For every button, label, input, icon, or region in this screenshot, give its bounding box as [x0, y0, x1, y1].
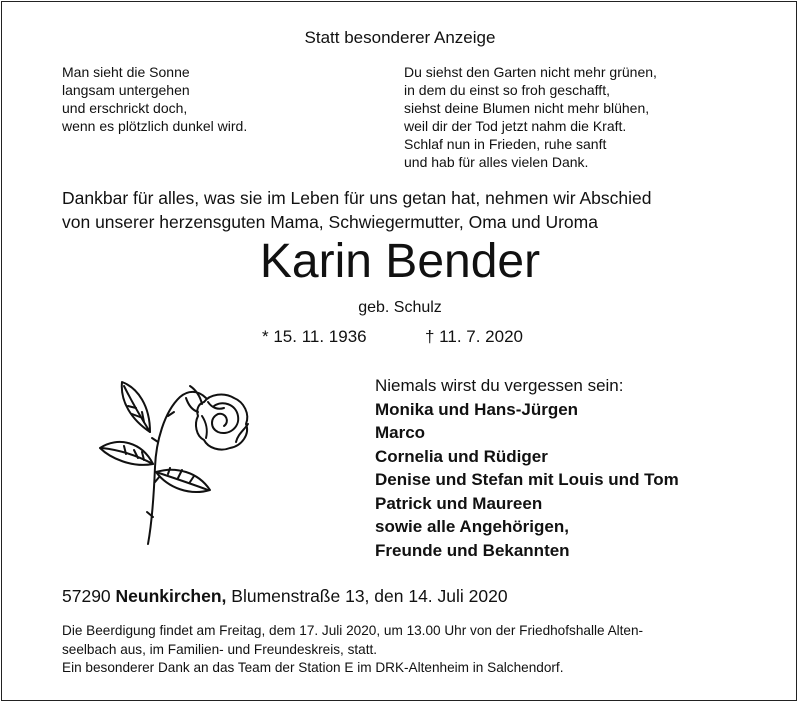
mourner-name: Denise und Stefan mit Louis und Tom [375, 470, 679, 489]
deceased-name: Karin Bender [259, 235, 541, 288]
city-name: Neunkirchen, [115, 586, 227, 606]
poem-line: siehst deine Blumen nicht mehr blühen, [404, 100, 650, 116]
mourner-name: Cornelia und Rüdiger [375, 446, 548, 466]
poem-line: Schlaf nun in Frieden, ruhe sanft [404, 136, 607, 152]
intro-line: Dankbar für alles, was sie im Leben für uns getan hat, nehmen wir Abschied [62, 188, 652, 208]
mourner-name: Patrick und Maureen [375, 493, 543, 513]
poem-line: wenn es plötzlich dunkel wird. [62, 118, 248, 134]
mourner-name: Monika und Hans-Jürgen [375, 399, 579, 419]
poem-left [62, 63, 247, 135]
poem-line: weil dir der Tod jetzt nahm die Kraft. [404, 118, 627, 134]
birth-date: * 15. 11. 1936 [262, 327, 367, 346]
poem-line: und hab für alles vielen Dank. [404, 154, 589, 170]
postal-code: 57290 [62, 586, 111, 606]
place-and-date [62, 586, 508, 607]
note-line: Ein besonderer Dank an das Team der Station E im DRK-Altenheim in Salchendorf. [62, 660, 564, 675]
poem-line: in dem du einst so froh geschafft, [404, 82, 610, 98]
death-date: † 11. 7. 2020 [425, 327, 523, 346]
funeral-notes [62, 622, 643, 678]
mourner-name: sowie alle Angehörigen, [375, 517, 569, 536]
poem-line: langsam untergehen [62, 82, 190, 98]
note-line: seelbach aus, im Familien- und Freundeskreis, statt. [62, 641, 378, 657]
note-line: Die Beerdigung findet am Freitag, dem 17. Juli 2020, um 13.00 Uhr von der Friedhofshalle Alten- [62, 623, 644, 638]
notice-header: Statt besonderer Anzeige [304, 28, 496, 47]
mourner-name: Marco [375, 423, 426, 442]
poem-right [404, 63, 657, 171]
birth-name: geb. Schulz [358, 299, 442, 316]
poem-line: und erschrickt doch, [62, 100, 188, 116]
rose-icon [98, 372, 258, 552]
poem-line: Du siehst den Garten nicht mehr grünen, [404, 64, 657, 80]
mourner-name: Freunde und Bekannten [375, 540, 570, 560]
mourners-intro: Niemals wirst du vergessen sein: [375, 376, 624, 395]
mourners-list [375, 374, 679, 562]
street-and-date: Blumenstraße 13, den 14. Juli 2020 [231, 586, 508, 606]
intro-line: von unserer herzensguten Mama, Schwiegermutter, Oma und Uroma [62, 212, 598, 232]
intro-text [62, 186, 652, 234]
poem-line: Man sieht die Sonne [62, 64, 190, 80]
